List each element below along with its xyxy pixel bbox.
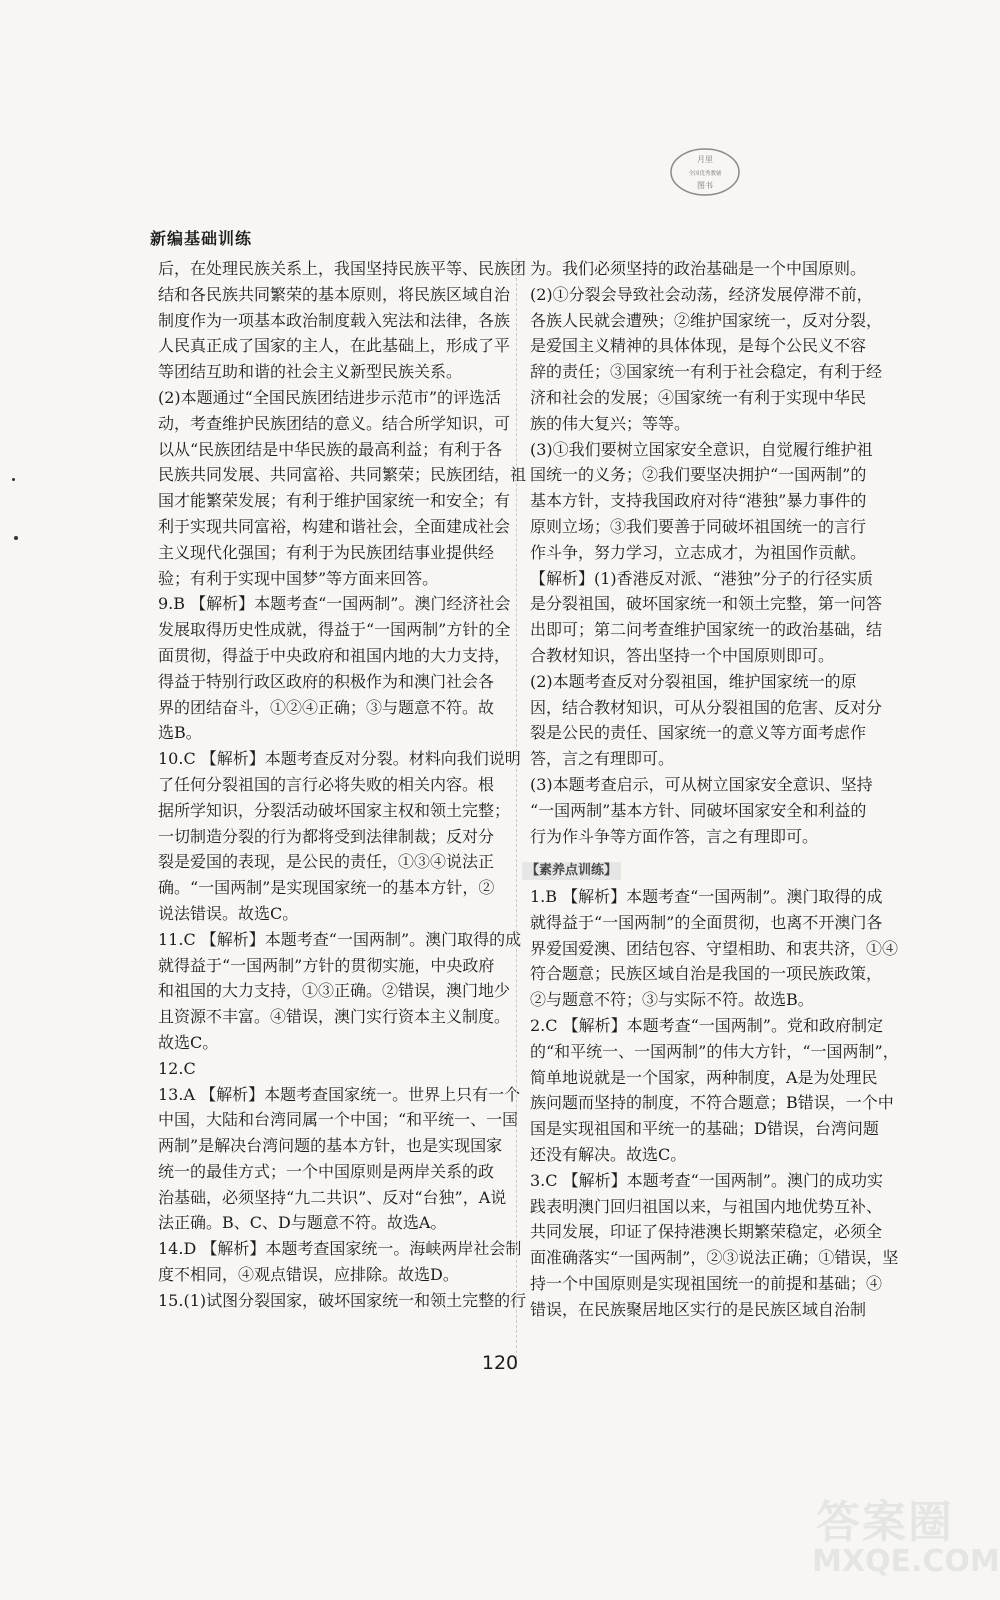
stamp-seal	[668, 146, 742, 198]
text-line: 是分裂祖国，破坏国家统一和领土完整，第一问答	[530, 594, 883, 614]
text-line: 14.D 【解析】本题考查国家统一。海峡两岸社会制	[158, 1239, 522, 1259]
svg-text:全国优秀教辅: 全国优秀教辅	[688, 171, 722, 177]
text-line: 就得益于“一国两制”的全面贯彻，也离不开澳门各	[530, 912, 883, 932]
text-line: 得益于特别行政区政府的积极作为和澳门社会各	[158, 671, 495, 691]
text-line: 以从“民族团结是中华民族的最高利益；有利于各	[158, 439, 503, 459]
text-line: 答，言之有理即可。	[530, 749, 675, 769]
page-number: 120	[481, 1352, 519, 1374]
text-line: 国统一的义务；②我们要坚决拥护“一国两制”的	[530, 465, 867, 485]
text-line: 出即可；第二问考查维护国家统一的政治基础，结	[530, 620, 883, 640]
text-line: 基本方针，支持我国政府对待“港独”暴力事件的	[530, 491, 867, 511]
text-line: (2)本题考查反对分裂祖国，维护国家统一的原	[530, 671, 857, 691]
text-line: 两制”是解决台湾问题的基本方针，也是实现国家	[158, 1136, 503, 1156]
scan-speck	[14, 536, 18, 540]
watermark-logo: 答案圈 MXQE.COM	[812, 1497, 1000, 1579]
text-line: 界爱国爱澳、团结包容、守望相助、和衷共济，①④	[530, 938, 899, 958]
text-line: 国才能繁荣发展；有利于维护国家统一和安全；有	[158, 491, 511, 511]
text-line: 原则立场；③我们要善于同破坏祖国统一的言行	[530, 516, 867, 536]
text-line: 族问题而坚持的制度，不符合题意；B错误，一个中	[530, 1093, 894, 1113]
text-line: 共同发展，印证了保持港澳长期繁荣稳定，必须全	[530, 1222, 883, 1242]
text-line: 国是实现祖国和平统一的基础；D错误，台湾问题	[530, 1119, 879, 1139]
text-line: 等团结互助和谐的社会主义新型民族关系。	[158, 362, 463, 382]
text-line: 一切制造分裂的行为都将受到法律制裁；反对分	[158, 826, 495, 846]
text-line: 的“和平统一、一国两制”的伟大方针，“一国两制”，	[530, 1041, 899, 1061]
text-line: 主义现代化强国；有利于为民族团结事业提供经	[158, 542, 495, 562]
text-line: 【解析】(1)香港反对派、“港独”分子的行径实质	[530, 568, 874, 588]
text-line: 行为作斗争等方面作答，言之有理即可。	[530, 826, 819, 846]
text-line: “一国两制”基本方针、同破坏国家安全和利益的	[530, 800, 867, 820]
svg-text:月里: 月里	[697, 155, 713, 164]
text-line: 裂是公民的责任、国家统一的意义等方面考虑作	[530, 723, 867, 743]
text-line: 简单地说就是一个国家，两种制度，A是为处理民	[530, 1067, 878, 1087]
text-line: 1.B 【解析】本题考查“一国两制”。澳门取得的成	[530, 887, 883, 906]
text-line: 选B。	[158, 723, 202, 743]
svg-text:图书: 图书	[697, 181, 713, 190]
text-line: 为。我们必须坚持的政治基础是一个中国原则。	[530, 259, 867, 278]
text-line: 10.C 【解析】本题考查反对分裂。材料向我们说明	[158, 749, 521, 769]
text-line: 度不相同，④观点错误，应排除。故选D。	[158, 1265, 459, 1285]
text-line: 民族共同发展、共同富裕、共同繁荣；民族团结，祖	[158, 465, 527, 485]
text-line: 法正确。B、C、D与题意不符。故选A。	[158, 1213, 447, 1233]
text-line: 据所学知识，分裂活动破坏国家主权和领土完整；	[158, 800, 511, 820]
text-line: 故选C。	[158, 1032, 219, 1052]
text-line: 确。“一国两制”是实现国家统一的基本方针，②	[158, 878, 495, 898]
text-line: 作斗争，努力学习，立志成才，为祖国作贡献。	[530, 542, 867, 562]
text-line: (2)①分裂会导致社会动荡，经济发展停滞不前，	[530, 284, 873, 304]
text-line: 面贯彻，得益于中央政府和祖国内地的大力支持，	[158, 645, 511, 665]
text-line: 裂是爱国的表现，是公民的责任，①③④说法正	[158, 852, 495, 872]
text-line: 治基础，必须坚持“九二共识”、反对“台独”，A说	[158, 1187, 507, 1207]
text-line: 结和各民族共同繁荣的基本原则，将民族区域自治	[158, 284, 511, 304]
text-line: 和祖国的大力支持，①③正确。②错误，澳门地少	[158, 981, 511, 1001]
text-line: 还没有解决。故选C。	[530, 1144, 687, 1164]
text-line: 13.A 【解析】本题考查国家统一。世界上只有一个	[158, 1084, 521, 1104]
text-line: 9.B 【解析】本题考查“一国两制”。澳门经济社会	[158, 594, 511, 614]
text-line: (3)①我们要树立国家安全意识，自觉履行维护祖	[530, 439, 873, 459]
text-line: 持一个中国原则是实现祖国统一的前提和基础；④	[530, 1273, 883, 1293]
text-line: 族的伟大复兴；等等。	[530, 413, 691, 433]
text-line: 2.C 【解析】本题考查“一国两制”。党和政府制定	[530, 1015, 883, 1035]
text-line: ②与题意不符；③与实际不符。故选B。	[530, 990, 814, 1010]
text-line: 错误，在民族聚居地区实行的是民族区域自治制	[530, 1299, 867, 1319]
right-column-top	[530, 256, 882, 849]
text-line: 各族人民就会遭殃；②维护国家统一，反对分裂，	[530, 310, 883, 330]
text-line: 就得益于“一国两制”方针的贯彻实施，中央政府	[158, 955, 495, 975]
text-line: 辞的责任；③国家统一有利于社会稳定，有利于经	[530, 362, 883, 382]
text-line: 后，在处理民族关系上，我国坚持民族平等、民族团	[158, 259, 527, 278]
page-title: 新编基础训练	[150, 229, 253, 248]
text-line: 符合题意；民族区域自治是我国的一项民族政策，	[530, 964, 883, 984]
scan-speck	[12, 478, 15, 481]
text-line: 说法错误。故选C。	[158, 903, 299, 923]
text-line: 利于实现共同富裕，构建和谐社会，全面建成社会	[158, 516, 511, 536]
text-line: 中国，大陆和台湾同属一个中国；“和平统一、一国	[158, 1110, 519, 1130]
text-line: 制度作为一项基本政治制度载入宪法和法律，各族	[158, 310, 511, 330]
text-line: 12.C	[158, 1058, 196, 1078]
text-line: 统一的最佳方式；一个中国原则是两岸关系的政	[158, 1161, 495, 1181]
left-column	[158, 256, 527, 1314]
text-line: 动，考查维护民族团结的意义。结合所学知识，可	[158, 413, 511, 433]
text-line: 济和社会的发展；④国家统一有利于实现中华民	[530, 387, 867, 407]
text-line: 验；有利于实现中国梦”等方面来回答。	[158, 568, 439, 588]
column-divider	[516, 258, 517, 1368]
text-line: 因，结合教材知识，可从分裂祖国的危害、反对分	[530, 697, 883, 717]
text-line: 面准确落实“一国两制”，②③说法正确；①错误，坚	[530, 1248, 899, 1268]
text-line: 界的团结奋斗，①②④正确；③与题意不符。故	[158, 697, 495, 717]
text-line: (2)本题通过“全国民族团结进步示范市”的评选活	[158, 387, 502, 407]
text-line: 15.(1)试图分裂国家，破坏国家统一和领土完整的行	[158, 1290, 527, 1310]
text-line: (3)本题考查启示，可从树立国家安全意识、坚持	[530, 774, 873, 794]
right-column-bottom	[530, 884, 899, 1323]
text-line: 3.C 【解析】本题考查“一国两制”。澳门的成功实	[530, 1170, 883, 1190]
text-line: 合教材知识，答出坚持一个中国原则即可。	[530, 645, 835, 665]
text-line: 11.C 【解析】本题考查“一国两制”。澳门取得的成	[158, 929, 522, 949]
section-tag: 【素养点训练】	[522, 862, 621, 880]
text-line: 且资源不丰富。④错误，澳门实行资本主义制度。	[158, 1007, 511, 1027]
text-line: 践表明澳门回归祖国以来，与祖国内地优势互补、	[530, 1196, 883, 1216]
text-line: 是爱国主义精神的具体体现，是每个公民义不容	[530, 336, 867, 356]
text-line: 了任何分裂祖国的言行必将失败的相关内容。根	[158, 774, 495, 794]
text-line: 人民真正成了国家的主人，在此基础上，形成了平	[158, 336, 511, 356]
text-line: 发展取得历史性成就，得益于“一国两制”方针的全	[158, 620, 511, 640]
